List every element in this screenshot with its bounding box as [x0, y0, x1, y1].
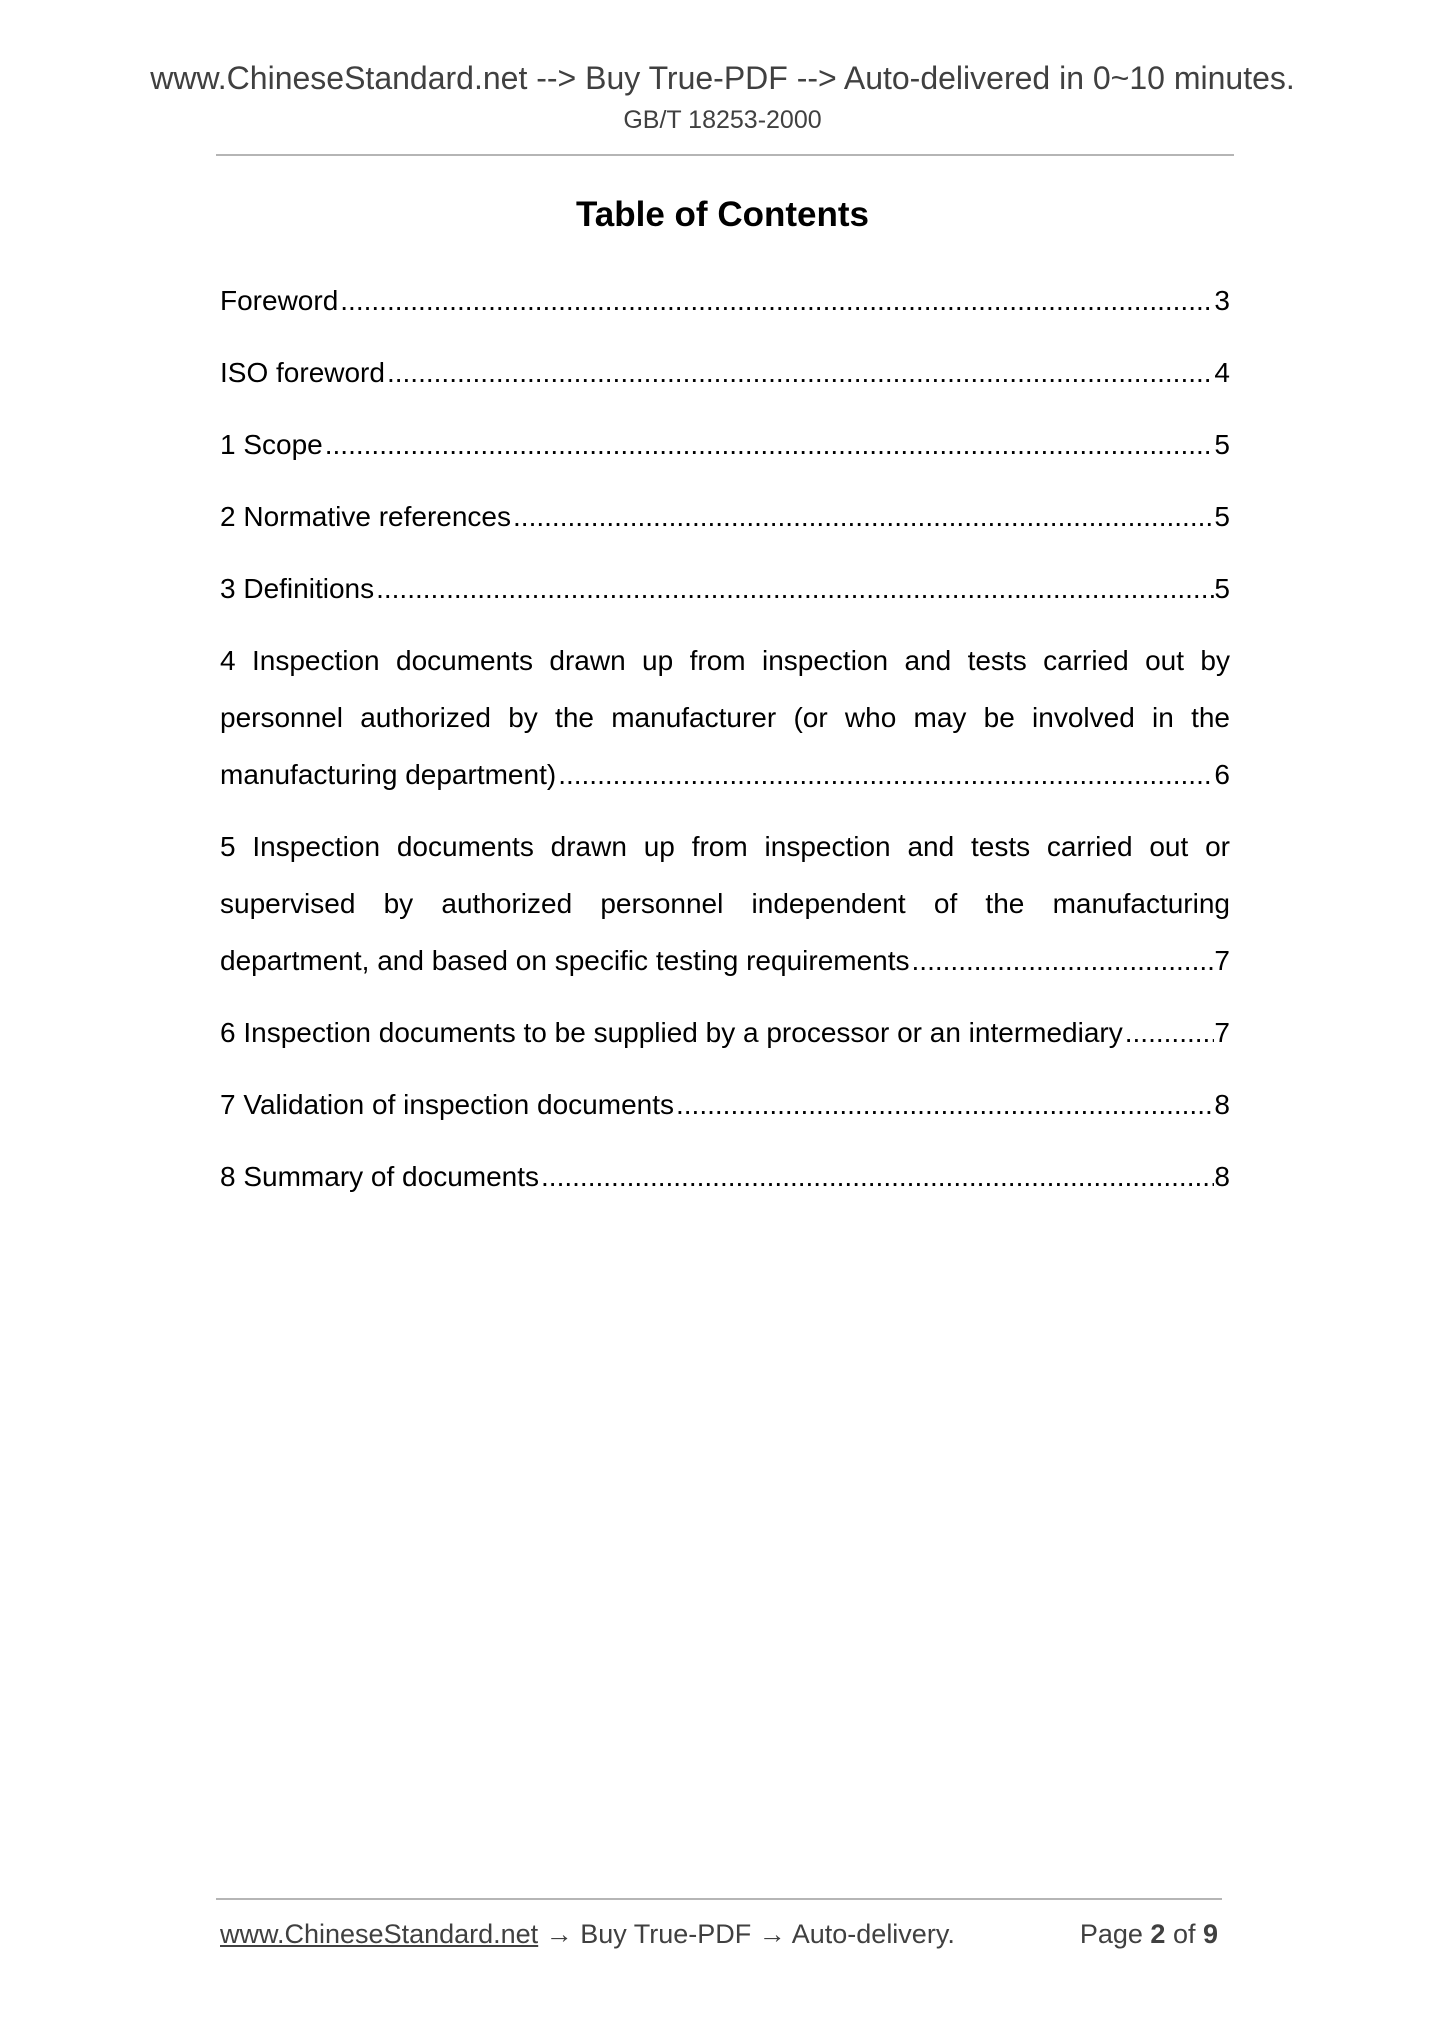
toc-entry[interactable] — [220, 344, 1230, 401]
toc-entry-text: 4 Inspection documents drawn up from inspection and tests carried out by — [220, 645, 1230, 676]
toc-title: Table of Contents — [576, 195, 869, 234]
toc-dot-leader — [910, 932, 1215, 989]
toc-entry-text: personnel authorized by the manufacturer (or who may be involved in the — [220, 702, 1230, 733]
footer-site-link[interactable]: www.ChineseStandard.net — [220, 1919, 539, 1949]
toc-page-number: 8 — [1214, 1161, 1230, 1192]
toc-page-number: 5 — [1214, 501, 1230, 532]
toc-entry[interactable] — [220, 632, 1230, 803]
toc-page-number: 5 — [1214, 429, 1230, 460]
toc-entry-text: Foreword — [220, 285, 339, 316]
toc-entry-text: manufacturing department) — [220, 759, 557, 790]
toc-dot-leader — [511, 488, 1214, 545]
toc-entry[interactable] — [220, 416, 1230, 473]
toc-entry[interactable] — [220, 560, 1230, 617]
toc-entry-text: 2 Normative references — [220, 501, 512, 532]
toc-dot-leader — [323, 416, 1215, 473]
toc-entry-text: 8 Summary of documents — [220, 1161, 540, 1192]
toc-entry[interactable] — [220, 1148, 1230, 1205]
header-site-line: www.ChineseStandard.net --> Buy True-PDF --> Auto-delivered in 0~10 minutes. — [150, 60, 1295, 96]
toc-entry[interactable] — [220, 272, 1230, 329]
toc-entry-text: 1 Scope — [220, 429, 323, 460]
toc-page-number: 4 — [1214, 357, 1230, 388]
toc-page-number: 5 — [1214, 573, 1230, 604]
toc-entry[interactable] — [220, 1076, 1230, 1133]
toc-dot-leader — [338, 272, 1214, 329]
standard-code: GB/T 18253-2000 — [623, 106, 822, 134]
toc-entry-text: department, and based on specific testing requirements — [220, 945, 910, 976]
toc-dot-leader — [539, 1148, 1214, 1205]
footer-text: → Buy True-PDF → Auto-delivery. — [538, 1919, 955, 1949]
toc-entry[interactable] — [220, 1004, 1230, 1061]
toc-entry-text: supervised by authorized personnel independent of the manufacturing — [220, 888, 1230, 919]
table-of-contents — [220, 272, 1230, 1220]
toc-entry[interactable] — [220, 488, 1230, 545]
toc-entry[interactable] — [220, 818, 1230, 989]
toc-page-number: 8 — [1214, 1089, 1230, 1120]
toc-dot-leader — [1123, 1004, 1215, 1061]
toc-dot-leader — [674, 1076, 1214, 1133]
toc-dot-leader — [374, 560, 1214, 617]
toc-entry-text: 3 Definitions — [220, 573, 375, 604]
toc-dot-leader — [385, 344, 1214, 401]
header-divider — [216, 154, 1234, 156]
toc-page-number: 6 — [1214, 759, 1230, 790]
toc-entry-text: ISO foreword — [220, 357, 385, 388]
page-number: Page 2 of 9 — [1079, 1919, 1218, 1949]
toc-page-number: 3 — [1214, 285, 1230, 316]
toc-page-number: 7 — [1214, 945, 1230, 976]
toc-page-number: 7 — [1214, 1017, 1230, 1048]
toc-dot-leader — [556, 746, 1214, 803]
page-footer — [220, 1914, 1222, 1954]
toc-entry-text: 5 Inspection documents drawn up from inspection and tests carried out or — [220, 831, 1230, 862]
toc-entry-text: 6 Inspection documents to be supplied by a processor or an intermediary — [220, 1017, 1123, 1048]
toc-entry-text: 7 Validation of inspection documents — [220, 1089, 674, 1120]
footer-divider — [216, 1898, 1222, 1900]
